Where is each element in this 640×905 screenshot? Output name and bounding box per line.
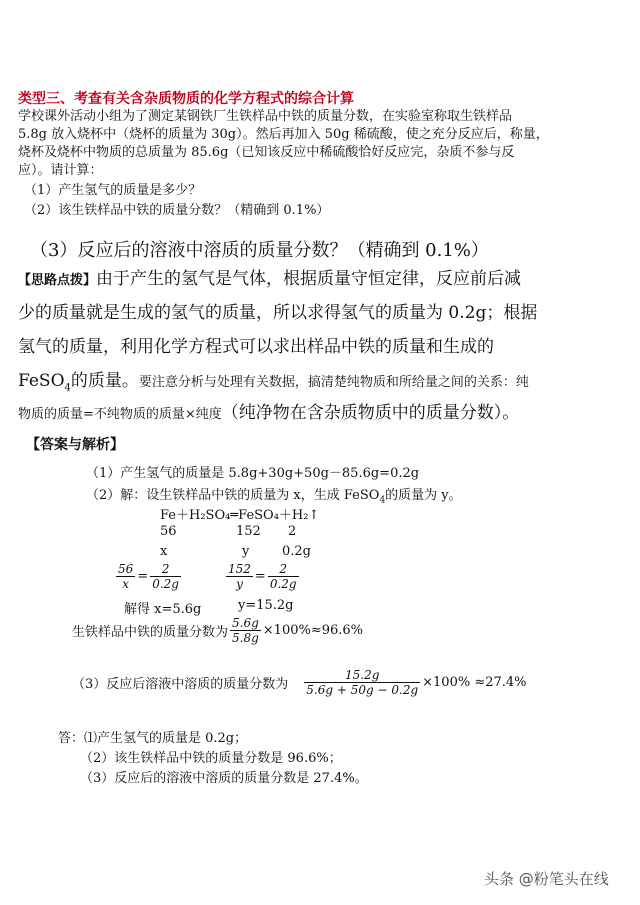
feso4-subscript: 4 [64,382,71,394]
section-title: 类型三、考查有关含杂质物质的化学方程式的综合计算 [18,91,354,107]
thinking-bracket: 【思路点拨】 [18,273,97,288]
chemical-equation: Fe＋H₂SO₄═FeSO₄＋H₂↑ [160,508,320,523]
thinking-line-2: 少的质量就是生成的氢气的质量，所以求得氢气的质量为 0.2g；根据 [18,303,538,323]
question-1: （1）产生氢气的质量是多少？ [24,183,202,198]
a3-fraction-line [70,668,529,697]
fe-tail: ×100%≈96.6% [262,623,364,638]
question-2: （2）该生铁样品中铁的质量分数？（精确到 0.1%） [24,203,330,218]
thinking-text-1: 由于产生的氢气是气体，根据质量守恒定律，反应前后减 [96,269,522,289]
thinking-text-4-big: 的质量。 [70,371,139,391]
solve-y: y=15.2g [238,598,294,613]
fraction: $\frac{152}{y}$ [228,562,251,591]
var-x: x [160,544,168,559]
answer-1: （1）产生氢气的质量是 5.8g+30g+50g－85.6g=0.2g [86,466,420,481]
solve-x: 解得 x=5.6g [124,602,202,617]
answer-2-post: 的质量为 y。 [385,488,462,503]
final-answer-3: （3）反应后的溶液中溶质的质量分数是 27.4%。 [80,771,368,786]
problem-line-3: 烧杯及烧杯中物质的总质量为 85.6g（已知该反应中稀硫酸恰好反应完，杂质不参与反 [18,145,515,160]
molar-mass-feso4: 152 [236,524,261,539]
fraction: $\frac{56}{x}$ [118,562,134,591]
thinking-text-4-small: 要注意分析与处理有关数据，搞清楚纯物质和所给量之间的关系：纯 [138,375,529,390]
final-answer-1: 答：⑴产生氢气的质量是 0.2g； [58,731,248,746]
fraction: $\frac{5.6g}{5.8g}$ [232,616,259,645]
a3-label: （3）反应后溶液中溶质的质量分数为 [72,677,289,692]
fraction: $\frac{15.2g}{5.6g + 50g - 0.2g}$ [306,668,419,697]
answer-2-pre: （2）解：设生铁样品中铁的质量为 x，生成 FeSO [86,488,380,503]
fraction: $\frac{2}{0.2g}$ [152,562,179,591]
molar-mass-h2: 2 [288,524,297,539]
answer-header: 【答案与解析】 [26,437,124,453]
fe-label: 生铁样品中铁的质量分数为 [72,625,229,640]
problem-line-1: 学校课外活动小组为了测定某钢铁厂生铁样品中铁的质量分数，在实验室称取生铁样品 [18,109,513,124]
watermark: 头条 @粉笔头在线 [484,870,609,888]
answer-2-sub: 4 [379,495,386,506]
thinking-text-5-big: （纯净物在含杂质物质中的质量分数）。 [221,403,520,423]
question-3: （3）反应后的溶液中溶质的质量分数？（精确到 0.1%） [30,240,489,261]
final-answer-2: （2）该生铁样品中铁的质量分数是 96.6%； [80,751,342,766]
fraction: $\frac{2}{0.2g}$ [269,562,297,591]
thinking-line-5 [18,398,519,430]
thinking-line-3: 氢气的质量，利用化学方程式可以求出样品中铁的质量和生成的 [18,337,494,357]
problem-line-4: 应）。请计算： [18,163,103,178]
problem-line-2: 5.8g 放入烧杯中（烧杯的质量为 30g）。然后再加入 50g 稀硫酸，使之充分反应后，称量， [18,127,549,142]
molar-mass-fe: 56 [160,524,177,539]
thinking-line-1 [18,264,521,296]
fe-fraction-line [70,616,365,645]
var-y: y [242,544,250,559]
ratio-equation-1: $\frac{56}{x}$ = $\frac{2}{0.2g}$ [118,562,179,591]
a3-tail: ×100% ≈27.4% [422,675,527,690]
feso4-formula: FeSO [18,371,65,391]
answer-2-line [86,484,462,506]
h2-mass: 0.2g [282,544,311,559]
ratio-equation-2: $\frac{152}{y}$ = $\frac{2}{0.2g}$ [228,562,297,591]
thinking-text-5-small: 物质的质量=不纯物质的质量×纯度 [18,407,222,422]
